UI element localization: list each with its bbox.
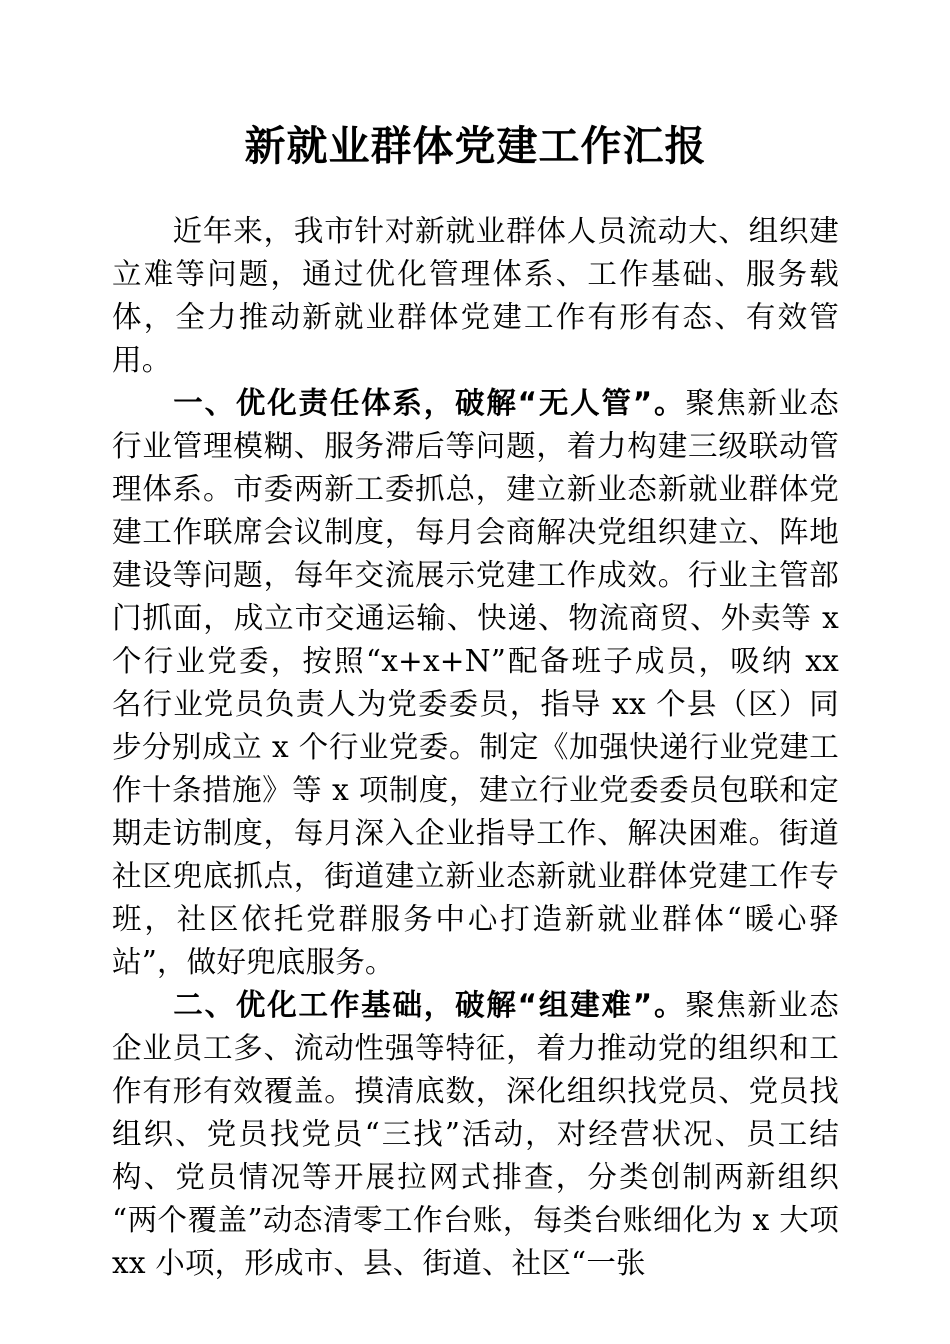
paragraph-section-one	[112, 382, 839, 984]
section-heading-one: 一、优化责任体系，破解“无人管”。	[172, 386, 686, 420]
section-heading-two: 二、优化工作基础，破解“组建难”。	[172, 988, 686, 1022]
document-content-column	[112, 0, 839, 1285]
paragraph-body-text: 近年来，我市针对新就业群体人员流动大、组织建立难等问题，通过优化管理体系、工作基础、服务载体，全力推动新就业群体党建工作有形有态、有效管用。	[112, 214, 839, 377]
page-title: 新就业群体党建工作汇报	[244, 122, 707, 170]
paragraph-intro	[112, 210, 839, 382]
paragraph-body-text: 聚焦新业态企业员工多、流动性强等特征，着力推动党的组织和工作有形有效覆盖。摸清底数，深化组织找党员、党员找组织、党员找党员“三找”活动，对经营状况、员工结构、党员情况等开展拉网式排查，分类创制两新组织“两个覆盖”动态清零工作台账，每类台账细化为 x 大项 xx 小项，形成市、县、街道、社区“一张	[112, 988, 839, 1280]
paragraph-section-two	[112, 984, 839, 1285]
paragraph-body-text: 聚焦新业态行业管理模糊、服务滞后等问题，着力构建三级联动管理体系。市委两新工委抓总，建立新业态新就业群体党建工作联席会议制度，每月会商解决党组织建立、阵地建设等问题，每年交流展示党建工作成效。行业主管部门抓面，成立市交通运输、快递、物流商贸、外卖等 x 个行业党委，按照“x+x+N”配备班子成员，吸纳 xx 名行业党员负责人为党委委员，指导 xx 个县（区）同步分别成立 x 个行业党委。制定《加强快递行业党建工作十条措施》等 x 项制度，建立行业党委委员包联和定期走访制度，每月深入企业指导工作、解决困难。街道社区兜底抓点，街道建立新业态新就业群体党建工作专班，社区依托党群服务中心打造新就业群体“暖心驿站”，做好兜底服务。	[112, 386, 839, 979]
